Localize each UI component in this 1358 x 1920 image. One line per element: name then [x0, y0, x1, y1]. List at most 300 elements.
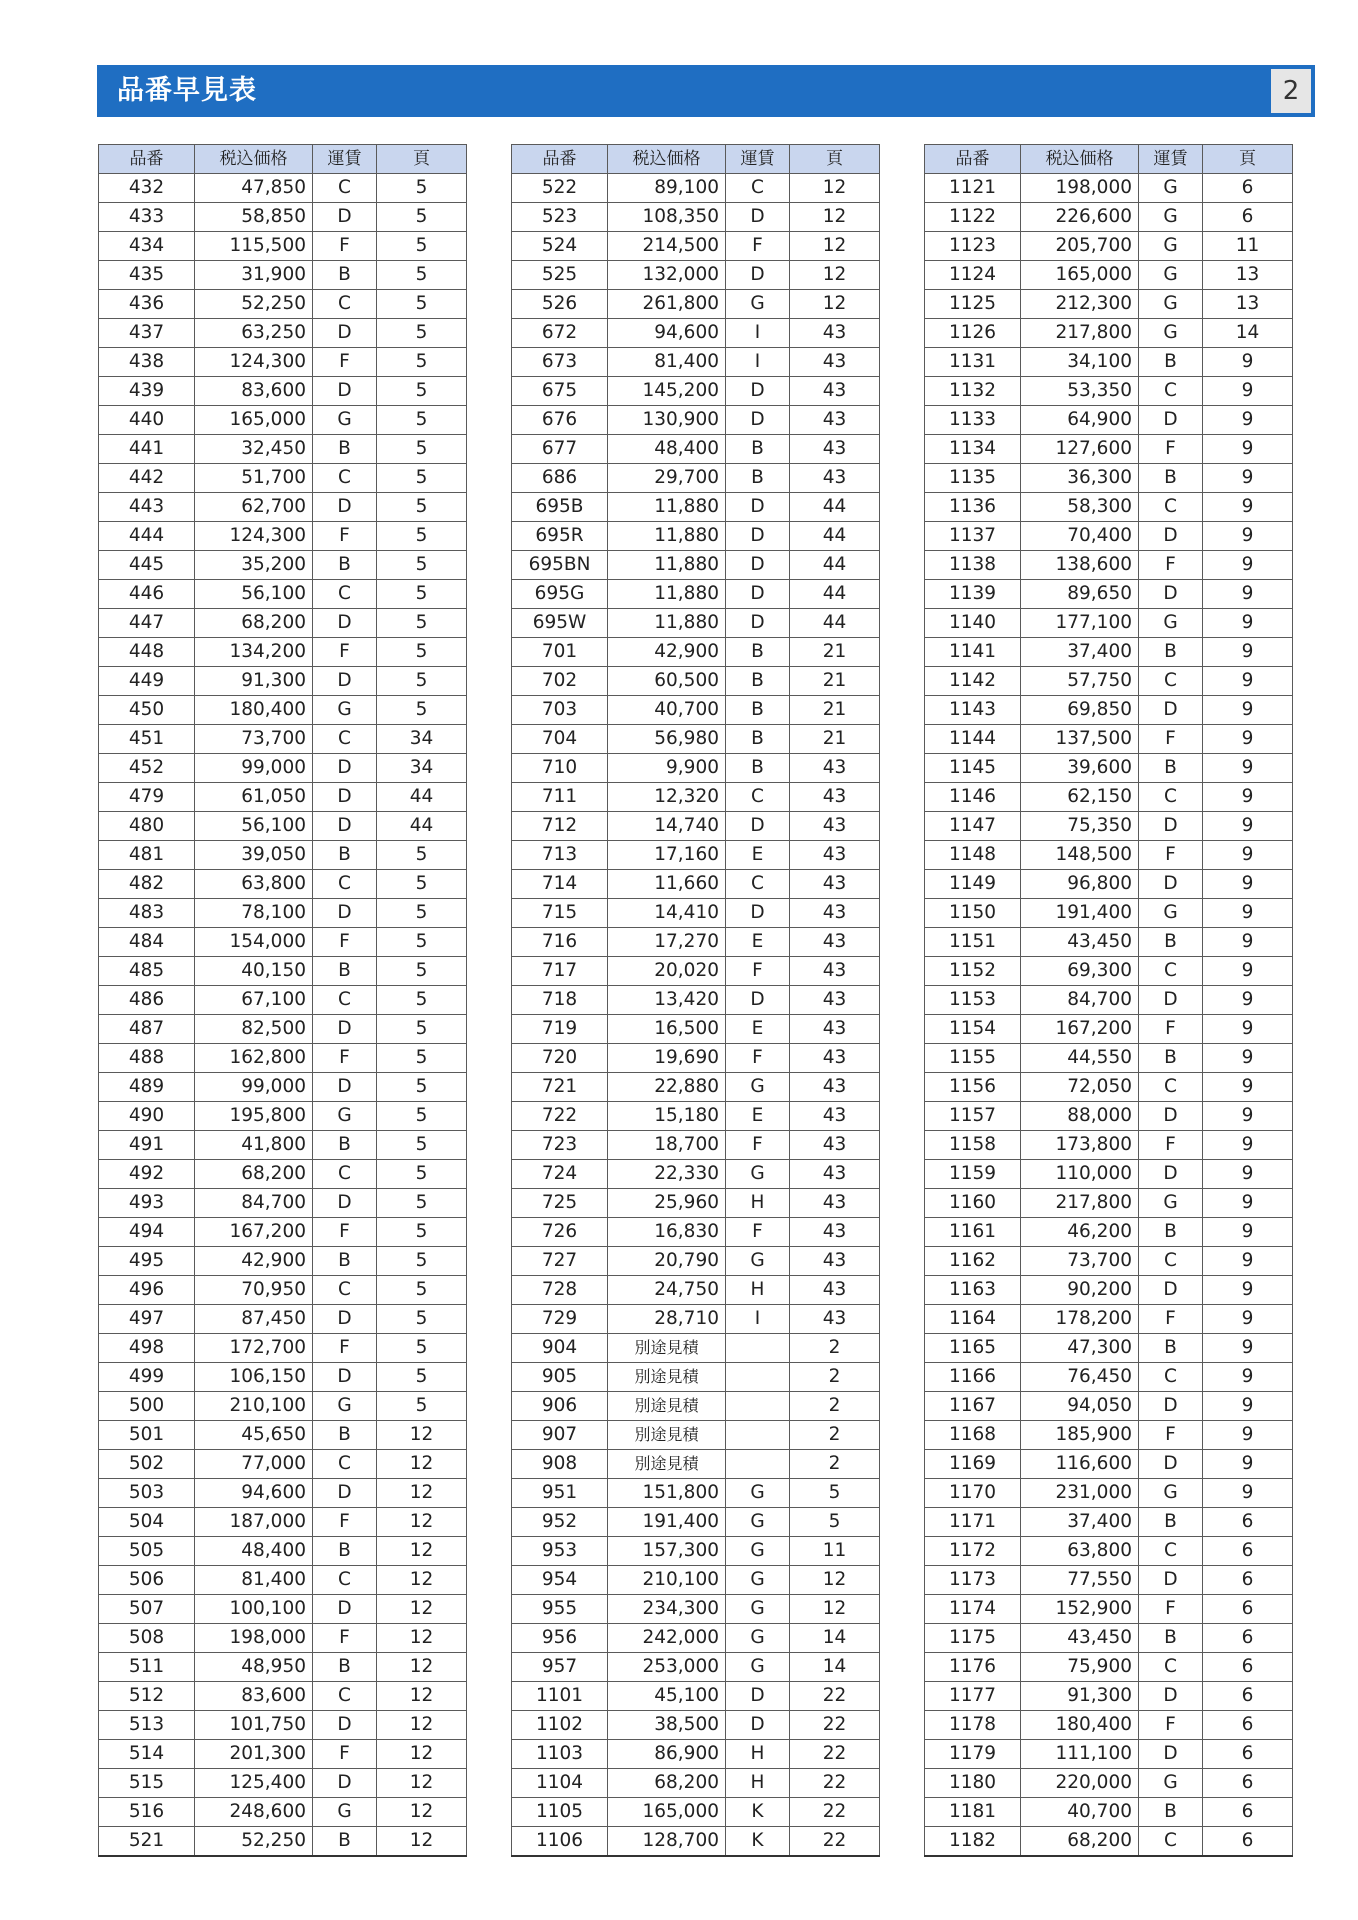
- page-ref-cell: 9: [1203, 1305, 1293, 1334]
- freight-rank-cell: K: [726, 1798, 790, 1827]
- freight-rank-cell: D: [1139, 696, 1203, 725]
- part-number-cell: 1155: [925, 1044, 1021, 1073]
- part-number-cell: 1162: [925, 1247, 1021, 1276]
- price-cell: 195,800: [195, 1102, 313, 1131]
- part-number-cell: 701: [512, 638, 608, 667]
- freight-rank-cell: B: [313, 1131, 377, 1160]
- freight-rank-cell: D: [1139, 1450, 1203, 1479]
- table-row: [512, 1102, 880, 1131]
- price-cell: 15,180: [608, 1102, 726, 1131]
- table-row: [925, 986, 1293, 1015]
- price-cell: 108,350: [608, 203, 726, 232]
- price-cell: 31,900: [195, 261, 313, 290]
- price-cell: 96,800: [1021, 870, 1139, 899]
- price-cell: 180,400: [195, 696, 313, 725]
- page-ref-cell: 2: [790, 1392, 880, 1421]
- freight-rank-cell: F: [1139, 1711, 1203, 1740]
- page-ref-cell: 44: [790, 522, 880, 551]
- page-ref-cell: 6: [1203, 1624, 1293, 1653]
- table-row: [925, 1015, 1293, 1044]
- price-cell: 56,980: [608, 725, 726, 754]
- page-ref-cell: 12: [377, 1566, 467, 1595]
- price-cell: 69,300: [1021, 957, 1139, 986]
- price-cell: 152,900: [1021, 1595, 1139, 1624]
- page-ref-cell: 5: [377, 1160, 467, 1189]
- table-row: [925, 754, 1293, 783]
- part-number-cell: 1125: [925, 290, 1021, 319]
- page-ref-cell: 5: [377, 174, 467, 203]
- price-cell: 75,900: [1021, 1653, 1139, 1682]
- freight-rank-cell: G: [1139, 290, 1203, 319]
- price-cell: 205,700: [1021, 232, 1139, 261]
- table-row: [99, 203, 467, 232]
- freight-rank-cell: F: [313, 522, 377, 551]
- part-number-cell: 957: [512, 1653, 608, 1682]
- price-cell: 99,000: [195, 1073, 313, 1102]
- freight-rank-cell: G: [1139, 232, 1203, 261]
- price-cell: 68,200: [608, 1769, 726, 1798]
- page-ref-cell: 9: [1203, 783, 1293, 812]
- table-row: [925, 1798, 1293, 1827]
- price-cell: 81,400: [608, 348, 726, 377]
- price-cell: 94,050: [1021, 1392, 1139, 1421]
- table-row: [925, 1711, 1293, 1740]
- freight-rank-cell: G: [726, 1624, 790, 1653]
- freight-rank-cell: C: [1139, 667, 1203, 696]
- table-row: [512, 493, 880, 522]
- page-ref-cell: 5: [377, 493, 467, 522]
- table-row: [925, 551, 1293, 580]
- page-ref-cell: 6: [1203, 1508, 1293, 1537]
- page-ref-cell: 5: [377, 203, 467, 232]
- table-row: [99, 493, 467, 522]
- table-row: [925, 812, 1293, 841]
- table-row: [99, 609, 467, 638]
- part-number-header: 品番: [99, 145, 195, 174]
- table-row: [512, 1508, 880, 1537]
- part-number-cell: 1151: [925, 928, 1021, 957]
- part-number-cell: 433: [99, 203, 195, 232]
- page-ref-cell: 2: [790, 1450, 880, 1479]
- page-ref-cell: 9: [1203, 1363, 1293, 1392]
- freight-rank-cell: D: [313, 667, 377, 696]
- part-number-cell: 727: [512, 1247, 608, 1276]
- part-number-cell: 1144: [925, 725, 1021, 754]
- freight-rank-cell: G: [313, 1392, 377, 1421]
- freight-rank-cell: B: [1139, 1624, 1203, 1653]
- page-ref-cell: 6: [1203, 1566, 1293, 1595]
- freight-rank-cell: [726, 1450, 790, 1479]
- page-ref-cell: 5: [377, 232, 467, 261]
- table-row: [99, 551, 467, 580]
- freight-rank-cell: F: [1139, 1131, 1203, 1160]
- price-table-1: [98, 144, 467, 1857]
- price-cell: 82,500: [195, 1015, 313, 1044]
- freight-rank-cell: G: [313, 1102, 377, 1131]
- table-row: [99, 928, 467, 957]
- table-row: [925, 1363, 1293, 1392]
- price-cell: 110,000: [1021, 1160, 1139, 1189]
- table-row: [925, 1566, 1293, 1595]
- part-number-cell: 1178: [925, 1711, 1021, 1740]
- part-number-cell: 695BN: [512, 551, 608, 580]
- table-row: [99, 812, 467, 841]
- page-ref-cell: 43: [790, 899, 880, 928]
- page-ref-cell: 9: [1203, 725, 1293, 754]
- part-number-cell: 446: [99, 580, 195, 609]
- part-number-cell: 713: [512, 841, 608, 870]
- price-cell: 58,300: [1021, 493, 1139, 522]
- page-ref-cell: 9: [1203, 899, 1293, 928]
- table-row: [925, 1479, 1293, 1508]
- freight-rank-cell: B: [313, 1653, 377, 1682]
- part-number-cell: 503: [99, 1479, 195, 1508]
- page-header: 頁: [377, 145, 467, 174]
- freight-rank-cell: C: [1139, 493, 1203, 522]
- freight-rank-cell: D: [313, 1769, 377, 1798]
- freight-rank-cell: F: [313, 1508, 377, 1537]
- part-number-cell: 445: [99, 551, 195, 580]
- part-number-cell: 521: [99, 1827, 195, 1857]
- page-ref-cell: 12: [790, 1595, 880, 1624]
- page-ref-cell: 44: [790, 580, 880, 609]
- price-cell: 180,400: [1021, 1711, 1139, 1740]
- freight-rank-cell: [726, 1363, 790, 1392]
- price-cell: 別途見積: [608, 1450, 726, 1479]
- price-cell: 62,700: [195, 493, 313, 522]
- page-ref-cell: 5: [790, 1479, 880, 1508]
- page-ref-cell: 9: [1203, 1392, 1293, 1421]
- page-ref-cell: 12: [790, 1566, 880, 1595]
- price-cell: 242,000: [608, 1624, 726, 1653]
- price-cell: 22,330: [608, 1160, 726, 1189]
- freight-rank-cell: B: [313, 957, 377, 986]
- part-number-cell: 507: [99, 1595, 195, 1624]
- table-row: [99, 1247, 467, 1276]
- freight-rank-cell: B: [1139, 1218, 1203, 1247]
- freight-rank-cell: B: [313, 1827, 377, 1857]
- price-cell: 別途見積: [608, 1421, 726, 1450]
- page-ref-cell: 9: [1203, 1247, 1293, 1276]
- page-ref-cell: 43: [790, 1131, 880, 1160]
- price-header: 税込価格: [195, 145, 313, 174]
- price-cell: 60,500: [608, 667, 726, 696]
- table-row: [512, 609, 880, 638]
- freight-rank-cell: C: [1139, 1363, 1203, 1392]
- table-row: [512, 870, 880, 899]
- price-cell: 178,200: [1021, 1305, 1139, 1334]
- table-row: [512, 1218, 880, 1247]
- price-cell: 167,200: [195, 1218, 313, 1247]
- page-ref-cell: 6: [1203, 1711, 1293, 1740]
- page-ref-cell: 44: [790, 493, 880, 522]
- freight-rank-cell: F: [1139, 1305, 1203, 1334]
- freight-rank-cell: G: [313, 406, 377, 435]
- price-cell: 210,100: [608, 1566, 726, 1595]
- table-row: [99, 1508, 467, 1537]
- price-cell: 253,000: [608, 1653, 726, 1682]
- page-ref-cell: 9: [1203, 957, 1293, 986]
- part-number-cell: 479: [99, 783, 195, 812]
- price-cell: 89,100: [608, 174, 726, 203]
- freight-rank-cell: C: [1139, 377, 1203, 406]
- table-row: [512, 1247, 880, 1276]
- freight-rank-cell: G: [726, 1479, 790, 1508]
- freight-rank-cell: C: [1139, 1073, 1203, 1102]
- part-number-cell: 514: [99, 1740, 195, 1769]
- part-number-cell: 711: [512, 783, 608, 812]
- page-ref-cell: 43: [790, 841, 880, 870]
- price-cell: 157,300: [608, 1537, 726, 1566]
- freight-rank-cell: D: [726, 986, 790, 1015]
- table-row: [925, 1247, 1293, 1276]
- part-number-cell: 438: [99, 348, 195, 377]
- price-cell: 45,100: [608, 1682, 726, 1711]
- page-ref-cell: 9: [1203, 1334, 1293, 1363]
- price-cell: 11,660: [608, 870, 726, 899]
- table-row: [99, 1450, 467, 1479]
- table-row: [512, 261, 880, 290]
- freight-rank-cell: F: [1139, 1015, 1203, 1044]
- table-row: [99, 1363, 467, 1392]
- part-number-cell: 956: [512, 1624, 608, 1653]
- price-cell: 47,300: [1021, 1334, 1139, 1363]
- part-number-cell: 676: [512, 406, 608, 435]
- table-row: [99, 1392, 467, 1421]
- freight-rank-cell: G: [313, 696, 377, 725]
- part-number-cell: 1102: [512, 1711, 608, 1740]
- part-number-cell: 522: [512, 174, 608, 203]
- page-ref-cell: 5: [377, 667, 467, 696]
- table-row: [99, 986, 467, 1015]
- freight-rank-cell: F: [726, 232, 790, 261]
- part-number-cell: 1175: [925, 1624, 1021, 1653]
- price-cell: 37,400: [1021, 1508, 1139, 1537]
- price-cell: 217,800: [1021, 319, 1139, 348]
- freight-rank-cell: C: [313, 1682, 377, 1711]
- table-header-row: [925, 145, 1293, 174]
- page-ref-cell: 2: [790, 1363, 880, 1392]
- price-cell: 116,600: [1021, 1450, 1139, 1479]
- price-cell: 83,600: [195, 1682, 313, 1711]
- part-number-cell: 1149: [925, 870, 1021, 899]
- freight-rank-cell: G: [726, 1653, 790, 1682]
- part-number-cell: 1164: [925, 1305, 1021, 1334]
- table-row: [512, 1160, 880, 1189]
- table-row: [512, 899, 880, 928]
- part-number-cell: 444: [99, 522, 195, 551]
- freight-rank-cell: B: [1139, 464, 1203, 493]
- part-number-cell: 1170: [925, 1479, 1021, 1508]
- page-ref-cell: 12: [790, 290, 880, 319]
- page-ref-cell: 5: [377, 841, 467, 870]
- table-row: [925, 1537, 1293, 1566]
- part-number-cell: 494: [99, 1218, 195, 1247]
- page-ref-cell: 9: [1203, 377, 1293, 406]
- page-ref-cell: 12: [377, 1711, 467, 1740]
- part-number-cell: 1180: [925, 1769, 1021, 1798]
- price-cell: 52,250: [195, 290, 313, 319]
- table-row: [512, 232, 880, 261]
- table-row: [925, 1769, 1293, 1798]
- table-row: [925, 522, 1293, 551]
- freight-rank-cell: D: [313, 812, 377, 841]
- part-number-cell: 718: [512, 986, 608, 1015]
- page-ref-cell: 5: [377, 551, 467, 580]
- freight-rank-cell: C: [313, 870, 377, 899]
- part-number-cell: 447: [99, 609, 195, 638]
- page-ref-cell: 43: [790, 870, 880, 899]
- part-number-cell: 501: [99, 1421, 195, 1450]
- freight-rank-cell: D: [726, 812, 790, 841]
- price-cell: 42,900: [195, 1247, 313, 1276]
- price-cell: 44,550: [1021, 1044, 1139, 1073]
- table-row: [99, 377, 467, 406]
- price-cell: 36,300: [1021, 464, 1139, 493]
- part-number-cell: 502: [99, 1450, 195, 1479]
- price-cell: 58,850: [195, 203, 313, 232]
- table-row: [925, 493, 1293, 522]
- freight-rank-cell: H: [726, 1740, 790, 1769]
- part-number-cell: 716: [512, 928, 608, 957]
- part-number-cell: 715: [512, 899, 608, 928]
- part-number-cell: 435: [99, 261, 195, 290]
- price-cell: 77,000: [195, 1450, 313, 1479]
- part-number-cell: 717: [512, 957, 608, 986]
- part-number-cell: 442: [99, 464, 195, 493]
- freight-rank-cell: E: [726, 1015, 790, 1044]
- table-row: [925, 1131, 1293, 1160]
- freight-rank-cell: D: [1139, 870, 1203, 899]
- price-cell: 212,300: [1021, 290, 1139, 319]
- freight-rank-cell: C: [313, 725, 377, 754]
- page-ref-cell: 12: [377, 1624, 467, 1653]
- freight-rank-cell: B: [1139, 348, 1203, 377]
- table-row: [99, 1073, 467, 1102]
- table-row: [925, 957, 1293, 986]
- part-number-cell: 1165: [925, 1334, 1021, 1363]
- price-cell: 28,710: [608, 1305, 726, 1334]
- freight-rank-cell: F: [726, 1218, 790, 1247]
- part-number-cell: 1166: [925, 1363, 1021, 1392]
- table-row: [99, 232, 467, 261]
- price-cell: 14,740: [608, 812, 726, 841]
- table-row: [925, 1508, 1293, 1537]
- freight-rank-cell: B: [1139, 638, 1203, 667]
- table-row: [99, 1102, 467, 1131]
- table-row: [925, 580, 1293, 609]
- page-ref-cell: 9: [1203, 348, 1293, 377]
- table-row: [512, 551, 880, 580]
- table-row: [99, 1740, 467, 1769]
- price-table-2: [511, 144, 880, 1857]
- table-row: [512, 1363, 880, 1392]
- page-ref-cell: 5: [377, 696, 467, 725]
- page-ref-cell: 43: [790, 986, 880, 1015]
- page-ref-cell: 5: [377, 1363, 467, 1392]
- table-row: [925, 1595, 1293, 1624]
- table-row: [99, 1653, 467, 1682]
- freight-rank-cell: D: [1139, 1102, 1203, 1131]
- freight-rank-cell: G: [313, 1798, 377, 1827]
- part-number-cell: 452: [99, 754, 195, 783]
- freight-rank-cell: F: [726, 957, 790, 986]
- page-ref-cell: 43: [790, 319, 880, 348]
- freight-rank-cell: G: [726, 1247, 790, 1276]
- price-cell: 134,200: [195, 638, 313, 667]
- table-row: [99, 696, 467, 725]
- price-cell: 76,450: [1021, 1363, 1139, 1392]
- table-row: [512, 928, 880, 957]
- price-cell: 24,750: [608, 1276, 726, 1305]
- table-row: [512, 1566, 880, 1595]
- part-number-cell: 1104: [512, 1769, 608, 1798]
- freight-rank-cell: G: [726, 1537, 790, 1566]
- freight-rank-cell: B: [313, 551, 377, 580]
- table-row: [925, 464, 1293, 493]
- price-cell: 43,450: [1021, 928, 1139, 957]
- freight-rank-cell: C: [1139, 783, 1203, 812]
- part-number-cell: 486: [99, 986, 195, 1015]
- freight-rank-cell: D: [726, 522, 790, 551]
- table-row: [512, 1711, 880, 1740]
- table-row: [99, 1015, 467, 1044]
- table-row: [925, 638, 1293, 667]
- table-row: [512, 1131, 880, 1160]
- price-cell: 56,100: [195, 812, 313, 841]
- freight-rank-cell: H: [726, 1189, 790, 1218]
- part-number-cell: 1106: [512, 1827, 608, 1857]
- price-cell: 43,450: [1021, 1624, 1139, 1653]
- part-number-cell: 908: [512, 1450, 608, 1479]
- price-cell: 167,200: [1021, 1015, 1139, 1044]
- part-number-cell: 448: [99, 638, 195, 667]
- part-number-cell: 508: [99, 1624, 195, 1653]
- freight-rank-cell: F: [313, 1218, 377, 1247]
- part-number-cell: 952: [512, 1508, 608, 1537]
- page-ref-cell: 12: [377, 1798, 467, 1827]
- page-ref-cell: 22: [790, 1798, 880, 1827]
- page-ref-cell: 9: [1203, 812, 1293, 841]
- price-cell: 17,160: [608, 841, 726, 870]
- freight-rank-cell: G: [726, 290, 790, 319]
- price-cell: 20,020: [608, 957, 726, 986]
- table-row: [512, 1392, 880, 1421]
- page-ref-cell: 5: [377, 609, 467, 638]
- part-number-cell: 443: [99, 493, 195, 522]
- price-cell: 63,800: [1021, 1537, 1139, 1566]
- part-number-cell: 728: [512, 1276, 608, 1305]
- page-ref-cell: 5: [377, 638, 467, 667]
- freight-rank-cell: B: [726, 638, 790, 667]
- price-cell: 38,500: [608, 1711, 726, 1740]
- part-number-cell: 1179: [925, 1740, 1021, 1769]
- freight-rank-cell: G: [1139, 319, 1203, 348]
- price-cell: 165,000: [608, 1798, 726, 1827]
- table-row: [512, 841, 880, 870]
- page-ref-cell: 6: [1203, 1537, 1293, 1566]
- page-ref-cell: 43: [790, 435, 880, 464]
- part-number-cell: 1157: [925, 1102, 1021, 1131]
- price-cell: 19,690: [608, 1044, 726, 1073]
- part-number-cell: 437: [99, 319, 195, 348]
- part-number-cell: 505: [99, 1537, 195, 1566]
- freight-rank-cell: B: [313, 1421, 377, 1450]
- part-number-cell: 498: [99, 1334, 195, 1363]
- page-ref-cell: 5: [377, 290, 467, 319]
- part-number-cell: 484: [99, 928, 195, 957]
- freight-rank-cell: B: [1139, 928, 1203, 957]
